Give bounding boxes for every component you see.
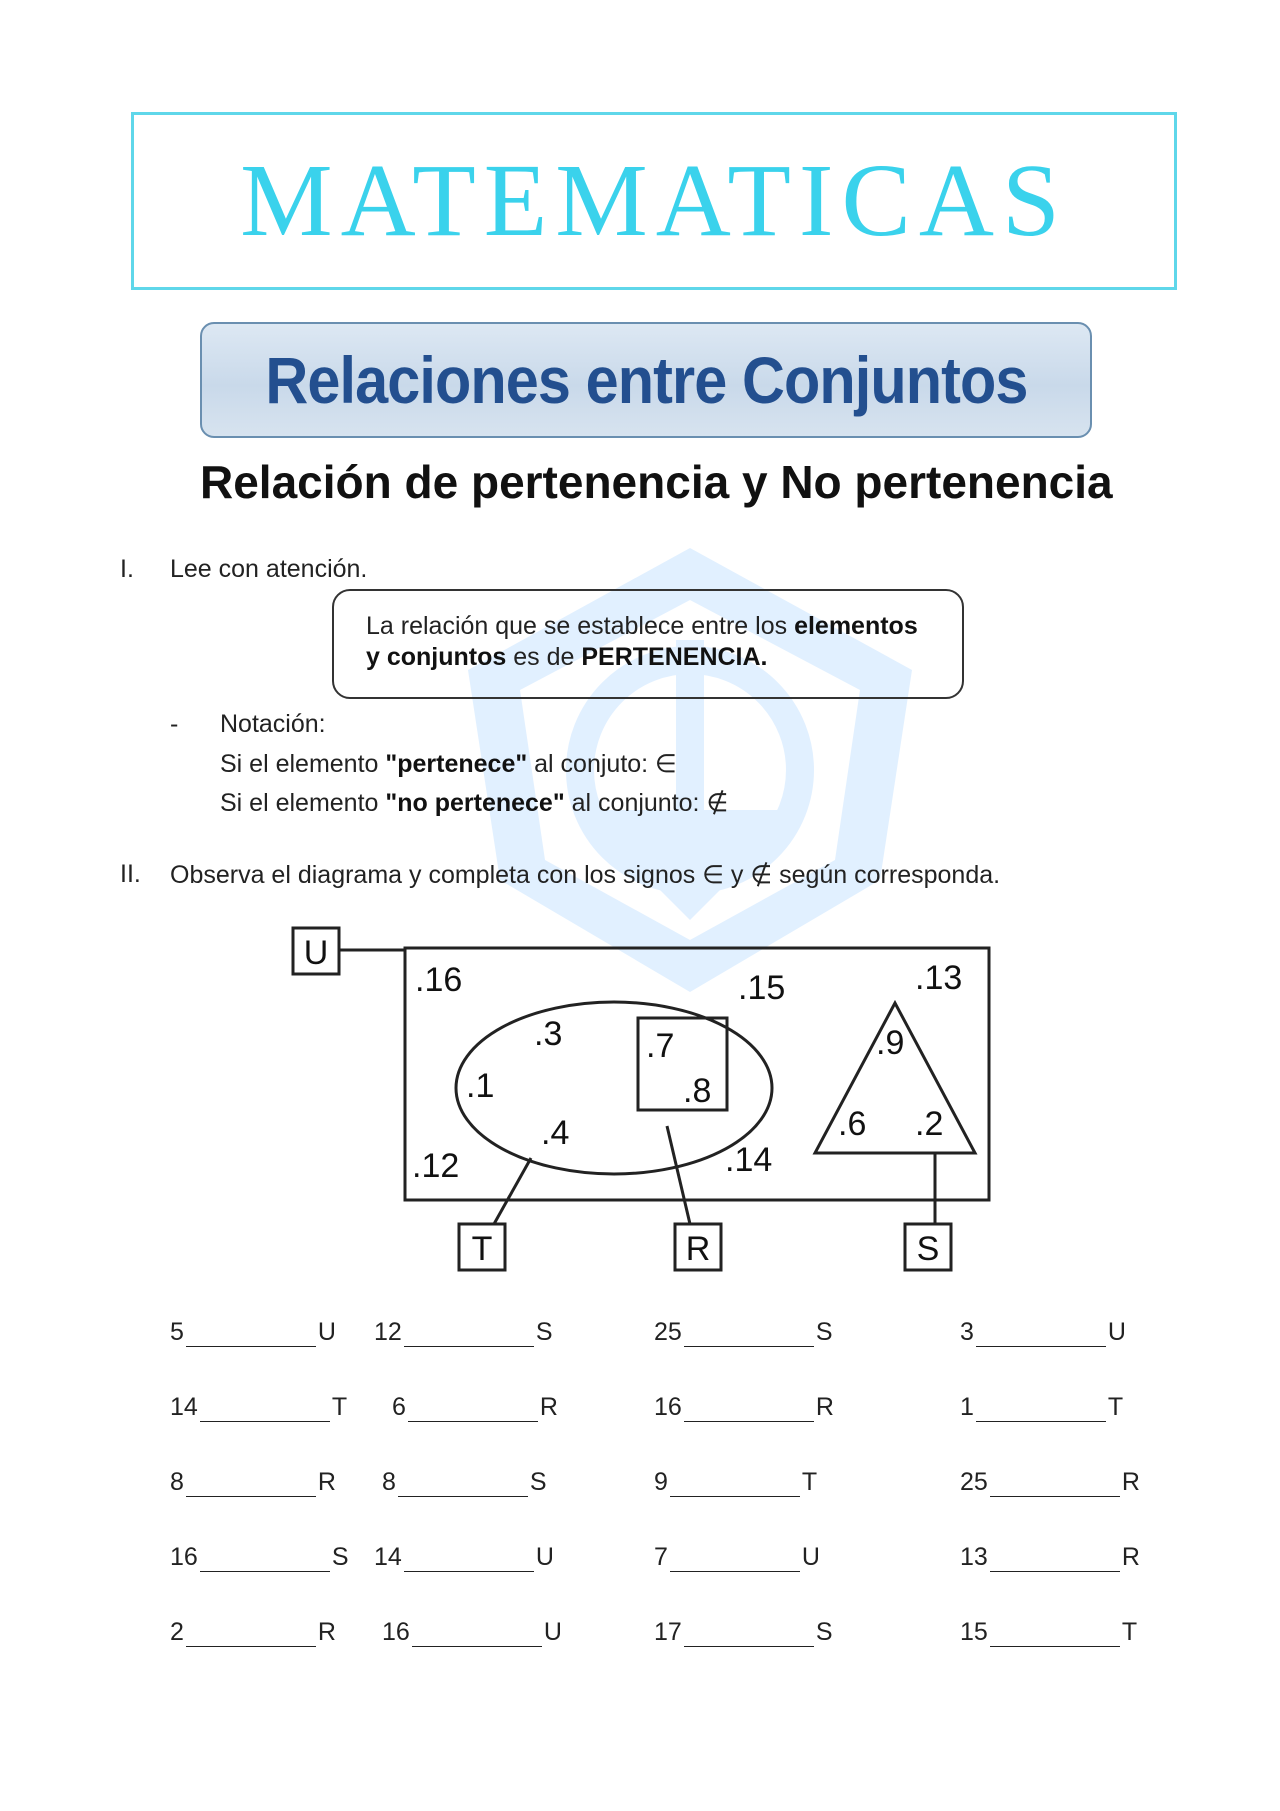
- page-title: MATEMATICAS: [240, 143, 1068, 258]
- exercise-set: S: [535, 1318, 553, 1346]
- exercise-number: 16: [654, 1393, 682, 1421]
- exercise-set: U: [317, 1318, 336, 1346]
- exercise-set: R: [1121, 1468, 1140, 1496]
- exercise-item: [382, 1468, 547, 1497]
- exercise-set: R: [317, 1468, 336, 1496]
- exercise-set: R: [317, 1618, 336, 1646]
- exercise-set: S: [529, 1468, 547, 1496]
- exercise-number: 9: [654, 1468, 668, 1496]
- answer-blank[interactable]: [976, 1399, 1106, 1422]
- exercise-item: [960, 1318, 1126, 1347]
- section-heading: Relación de pertenencia y No pertenencia: [200, 456, 1113, 508]
- answer-blank[interactable]: [200, 1399, 330, 1422]
- element-9: .9: [876, 1024, 905, 1062]
- exercise-item: [392, 1393, 558, 1422]
- answer-blank[interactable]: [412, 1624, 542, 1647]
- element-8: .8: [683, 1072, 712, 1110]
- section1-instruction: Lee con atención.: [170, 555, 368, 583]
- answer-blank[interactable]: [670, 1474, 800, 1497]
- exercise-number: 7: [654, 1543, 668, 1571]
- exercise-number: 12: [374, 1318, 402, 1346]
- exercise-item: [374, 1543, 554, 1572]
- exercise-number: 8: [382, 1468, 396, 1496]
- answer-blank[interactable]: [976, 1324, 1106, 1347]
- definition-bold-pertenencia: PERTENENCIA.: [581, 643, 768, 671]
- element-1: .1: [466, 1067, 495, 1105]
- exercise-number: 8: [170, 1468, 184, 1496]
- exercise-set: R: [1121, 1543, 1140, 1571]
- exercise-item: [654, 1318, 833, 1347]
- answer-blank[interactable]: [404, 1324, 534, 1347]
- exercise-item: [170, 1318, 336, 1347]
- element-4: .4: [541, 1114, 570, 1152]
- notation-line1-prefix: Si el elemento: [220, 750, 386, 778]
- element-7: .7: [646, 1027, 675, 1065]
- notation-dash: -: [170, 710, 179, 738]
- notation-line2-prefix: Si el elemento: [220, 789, 386, 817]
- answer-blank[interactable]: [670, 1549, 800, 1572]
- exercise-number: 17: [654, 1618, 682, 1646]
- element-16: .16: [415, 961, 463, 999]
- exercise-set: T: [1121, 1618, 1138, 1646]
- exercise-number: 25: [654, 1318, 682, 1346]
- exercise-row: [170, 1393, 1150, 1433]
- answer-blank[interactable]: [990, 1624, 1120, 1647]
- exercise-set: U: [535, 1543, 554, 1571]
- exercise-item: [170, 1543, 349, 1572]
- exercise-number: 15: [960, 1618, 988, 1646]
- notation-line-belongs: [220, 749, 677, 779]
- subtitle: Relaciones entre Conjuntos: [264, 343, 1028, 417]
- answer-blank[interactable]: [990, 1474, 1120, 1497]
- answer-blank[interactable]: [990, 1549, 1120, 1572]
- exercise-item: [654, 1393, 834, 1422]
- exercise-item: [170, 1618, 336, 1647]
- definition-text-2: es de: [506, 643, 582, 671]
- exercise-set: S: [331, 1543, 349, 1571]
- t-label: T: [471, 1230, 493, 1268]
- exercise-set: S: [815, 1618, 833, 1646]
- exercise-number: 1: [960, 1393, 974, 1421]
- venn-diagram: [280, 908, 1000, 1288]
- section2-numeral: II.: [120, 860, 141, 888]
- answer-blank[interactable]: [186, 1624, 316, 1647]
- element-15: .15: [738, 969, 786, 1007]
- notation-line1-bold: "pertenece": [385, 750, 528, 778]
- element-14: .14: [725, 1141, 773, 1179]
- section2-instruction: Observa el diagrama y completa con los signos ∈ y ∉ según corresponda.: [170, 861, 1001, 889]
- exercise-number: 3: [960, 1318, 974, 1346]
- exercise-item: [654, 1543, 820, 1572]
- exercise-number: 16: [170, 1543, 198, 1571]
- answer-blank[interactable]: [684, 1399, 814, 1422]
- exercise-number: 16: [382, 1618, 410, 1646]
- exercise-item: [960, 1543, 1140, 1572]
- answer-blank[interactable]: [200, 1549, 330, 1572]
- definition-bold-elements: elementos: [794, 612, 918, 640]
- exercise-item: [654, 1618, 833, 1647]
- element-3: .3: [534, 1015, 563, 1053]
- exercise-row: [170, 1318, 1150, 1358]
- universe-label: U: [303, 934, 329, 972]
- answer-blank[interactable]: [398, 1474, 528, 1497]
- exercise-row: [170, 1543, 1150, 1583]
- notation-line1-suffix: al conjuto: ∈: [527, 750, 677, 778]
- exercise-set: U: [543, 1618, 562, 1646]
- notation-label: Notación:: [220, 710, 326, 738]
- title-box: [131, 112, 1177, 290]
- definition-text-1: La relación que se establece entre los: [366, 612, 795, 640]
- section1-numeral: I.: [120, 555, 134, 583]
- r-label: R: [685, 1230, 711, 1268]
- exercise-item: [170, 1393, 347, 1422]
- exercise-row: [170, 1468, 1150, 1508]
- exercise-item: [374, 1318, 553, 1347]
- definition-box: [332, 589, 964, 699]
- exercise-set: U: [1107, 1318, 1126, 1346]
- exercise-set: T: [801, 1468, 818, 1496]
- answer-blank[interactable]: [684, 1324, 814, 1347]
- exercise-number: 14: [170, 1393, 198, 1421]
- exercise-number: 25: [960, 1468, 988, 1496]
- exercise-item: [654, 1468, 817, 1497]
- answer-blank[interactable]: [684, 1624, 814, 1647]
- exercise-number: 2: [170, 1618, 184, 1646]
- r-connector: [667, 1126, 690, 1224]
- element-12: .12: [412, 1147, 460, 1185]
- exercise-row: [170, 1618, 1150, 1658]
- s-label: S: [916, 1230, 940, 1268]
- exercise-set: T: [1107, 1393, 1124, 1421]
- subtitle-banner: [200, 322, 1092, 438]
- element-13: .13: [915, 959, 963, 997]
- exercise-number: 14: [374, 1543, 402, 1571]
- notation-line2-suffix: al conjunto: ∉: [564, 789, 729, 817]
- notation-line-not-belongs: [220, 788, 728, 818]
- answer-blank[interactable]: [186, 1324, 316, 1347]
- t-connector: [494, 1158, 531, 1224]
- exercise-item: [960, 1393, 1123, 1422]
- exercise-item: [170, 1468, 336, 1497]
- exercise-set: R: [539, 1393, 558, 1421]
- exercise-set: T: [331, 1393, 348, 1421]
- notation-line2-bold: "no pertenece": [385, 789, 565, 817]
- element-2: .2: [915, 1105, 944, 1143]
- exercise-number: 5: [170, 1318, 184, 1346]
- definition-bold-sets: y conjuntos: [366, 643, 507, 671]
- answer-blank[interactable]: [404, 1549, 534, 1572]
- exercise-item: [960, 1618, 1137, 1647]
- exercise-set: U: [801, 1543, 820, 1571]
- answer-blank[interactable]: [408, 1399, 538, 1422]
- exercise-set: S: [815, 1318, 833, 1346]
- exercise-item: [960, 1468, 1140, 1497]
- exercise-number: 6: [392, 1393, 406, 1421]
- exercise-set: R: [815, 1393, 834, 1421]
- exercise-item: [382, 1618, 562, 1647]
- element-6: .6: [838, 1105, 867, 1143]
- answer-blank[interactable]: [186, 1474, 316, 1497]
- exercise-number: 13: [960, 1543, 988, 1571]
